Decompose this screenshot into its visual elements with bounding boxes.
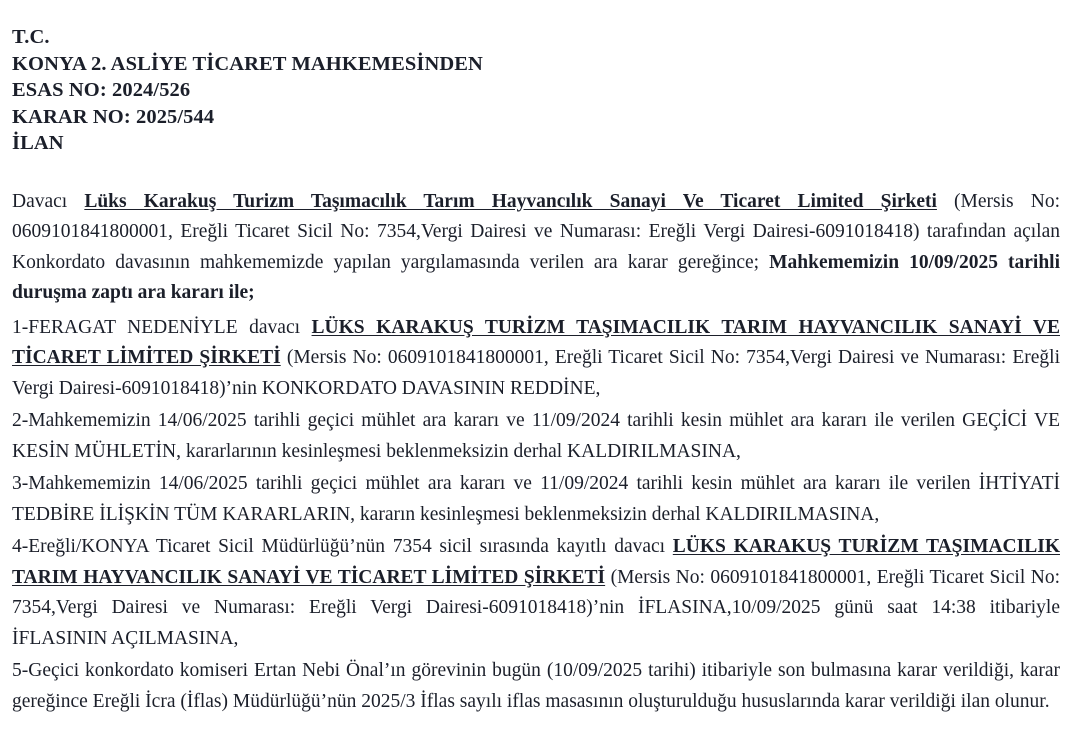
lead-run-company-name: Lüks Karakuş Turizm Taşımacılık Tarım Hayvancılık Sanayi Ve Ticaret Limited Şirketi (84, 190, 937, 212)
lead-run-court-decision: Mahkememizin 10/09/2025 tarihli duruşma zaptı ara kararı ile; (12, 251, 1060, 303)
heading-line-decision-number: KARAR NO: 2025/544 (12, 105, 215, 128)
decision-item-4 (12, 532, 1070, 654)
heading-line-court-name: KONYA 2. ASLİYE TİCARET MAHKEMESİNDEN (12, 52, 483, 75)
item-1-run-company-name: LÜKS KARAKUŞ TURİZM TAŞIMACILIK TARIM HAYVANCILIK SANAYİ VE TİCARET LİMİTED ŞİRKETİ (12, 316, 1060, 368)
decision-item-3 (12, 469, 1070, 530)
item-4-run-details: (Mersis No: 0609101841800001, Ereğli Ticaret Sicil No: 7354,Vergi Dairesi ve Numarası: Ereğli Vergi Dairesi-6091018418)’nin İFLASINA,10/09/2025 günü saat 14:38 itibariyle İFLASININ AÇILMASINA, (12, 566, 1060, 649)
decision-item-5 (12, 656, 1070, 717)
item-4-run-company-name: LÜKS KARAKUŞ TURİZM TAŞIMACILIK TARIM HAYVANCILIK SANAYİ VE TİCARET LİMİTED ŞİRKETİ (12, 536, 1060, 588)
heading-line-announcement-label: İLAN (12, 132, 64, 154)
item-5-run-text: 5-Geçici konkordato komiseri Ertan Nebi Önal’ın görevinin bugün (10/09/2025 tarihi) itibariyle son bulmasına karar verildiği, karar gereğince Ereğli İcra (İflas) Müdürlüğü’nün 2025/3 İflas sayılı iflas masasının oluşturulduğu hususlarında karar verildiği ilan olunur. (12, 660, 1060, 712)
item-4-run-intro: 4-Ereğli/KONYA Ticaret Sicil Müdürlüğü’nün 7354 sicil sırasında kayıtlı davacı (12, 536, 673, 557)
item-1-run-details: (Mersis No: 0609101841800001, Ereğli Ticaret Sicil No: 7354,Vergi Dairesi ve Numarası: Ereğli Vergi Dairesi-6091018418)’nin KONKORDATO DAVASININ REDDİNE, (12, 347, 1060, 399)
heading-line-case-number: ESAS NO: 2024/526 (12, 79, 191, 101)
item-2-run-text: 2-Mahkememizin 14/06/2025 tarihli geçici mühlet ara kararı ve 11/09/2024 tarihli kesin mühlet ara kararı ile verilen GEÇİCİ VE KESİN MÜHLETİN, kararlarının kesinleşmesi beklenmeksizin derhal KALDIRILMASINA, (12, 410, 1060, 462)
lead-run-intro: Davacı (12, 190, 85, 212)
decision-item-2 (12, 406, 1070, 467)
decision-item-1 (12, 313, 1070, 405)
lead-paragraph (12, 187, 1070, 309)
item-1-run-intro: 1-FERAGAT NEDENİYLE davacı (12, 316, 312, 338)
lead-run-details: (Mersis No: 0609101841800001, Ereğli Ticaret Sicil No: 7354,Vergi Dairesi ve Numarası: Ereğli Vergi Dairesi-6091018418) tarafından açılan Konkordato davasının mahkememizde yapılan yargılamasında verilen ara karar gereğince; (12, 190, 1060, 273)
court-heading-block (12, 24, 1070, 157)
heading-line-country-code: T.C. (12, 26, 50, 48)
item-3-run-text: 3-Mahkememizin 14/06/2025 tarihli geçici mühlet ara kararı ve 11/09/2024 tarihli kesin mühlet ara kararı ile verilen İHTİYATİ TEDBİRE İLİŞKİN TÜM KARARLARIN, kararın kesinleşmesi beklenmeksizin derhal KALDIRILMASINA, (12, 473, 1060, 525)
